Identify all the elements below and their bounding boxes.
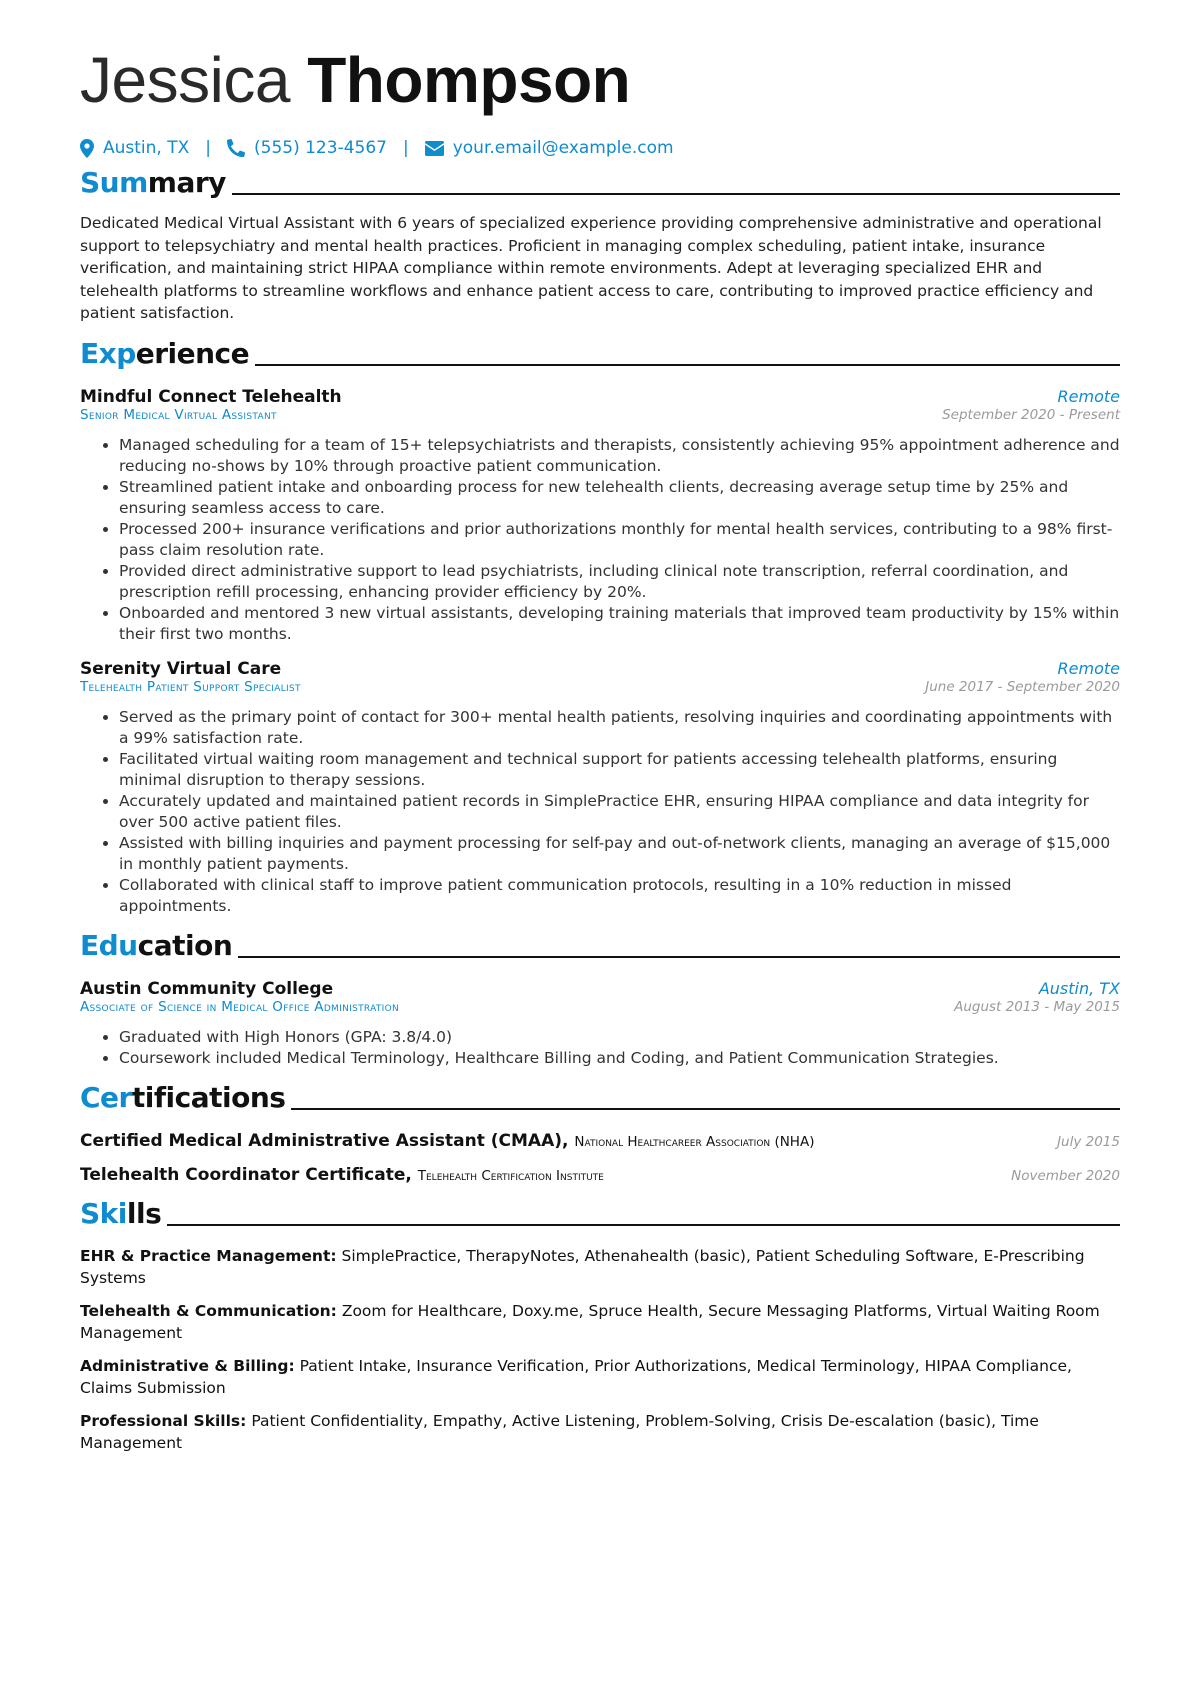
skill-value: Patient Intake, Insurance Verification, Prior Authorizations, Medical Terminology, HIPAA Compliance, Claims Submission [80,1356,1072,1397]
cert-issuer: National Healthcareer Association (NHA) [574,1133,815,1150]
skill-value: Zoom for Healthcare, Doxy.me, Spruce Health, Secure Messaging Platforms, Virtual Waiting Room Management [80,1301,1100,1342]
skill-label: Administrative & Billing: [80,1356,295,1375]
contact-location [80,138,189,158]
job-dates: September 2020 - Present [942,406,1120,423]
contact-email[interactable] [425,138,674,158]
skill-label: Professional Skills: [80,1411,247,1430]
contact-separator: | [205,138,211,158]
skills-heading [80,1197,1120,1231]
education-entry [80,979,1120,1069]
phone-icon [227,139,245,157]
list-item: • Processed 200+ insurance verifications and prior authorizations monthly for mental health services, contributing to a 98% first-pass claim resolution rate. [119,519,1120,561]
contact-phone[interactable] [227,138,387,158]
location-text: Austin, TX [103,138,190,158]
phone-text: (555) 123-4567 [254,138,387,158]
degree-title: Associate of Science in Medical Office Administration [80,998,399,1015]
list-item: • Accurately updated and maintained patient records in SimplePractice EHR, ensuring HIPAA compliance and data integrity for over 500 active patient files. [119,791,1120,833]
cert-date: November 2020 [1011,1167,1120,1184]
job-bullets [80,707,1120,917]
skill-row [80,1355,1120,1400]
skill-value: SimplePractice, TherapyNotes, Athenahealth (basic), Patient Scheduling Software, E-Prescribing Systems [80,1246,1085,1287]
section-rule [255,364,1120,366]
education-dates: August 2013 - May 2015 [954,998,1120,1015]
school-location: Austin, TX [1038,978,1120,998]
job-company: Serenity Virtual Care [80,658,282,679]
summary-heading [80,166,1120,200]
list-item: • Onboarded and mentored 3 new virtual assistants, developing training materials that improved team productivity by 15% within their first two months. [119,603,1120,645]
list-item: • Assisted with billing inquiries and payment processing for self-pay and out-of-network clients, managing an average of $15,000 in monthly patient payments. [119,833,1120,875]
section-title: Skills [80,1196,162,1230]
job-company: Mindful Connect Telehealth [80,386,342,407]
cert-issuer: Telehealth Certification Institute [417,1167,604,1184]
envelope-icon [425,141,444,156]
skill-label: EHR & Practice Management: [80,1246,337,1265]
job-dates: June 2017 - September 2020 [925,678,1120,695]
section-title: Certifications [80,1080,286,1114]
school-name: Austin Community College [80,978,334,999]
list-item: • Graduated with High Honors (GPA: 3.8/4.0) [119,1027,1120,1048]
map-marker-icon [80,139,94,158]
contact-separator: | [402,138,409,158]
skill-row [80,1410,1120,1455]
candidate-name [80,40,1120,120]
section-rule [232,193,1120,195]
cert-name: Certified Medical Administrative Assistant (CMAA) [80,1130,563,1151]
list-item: • Facilitated virtual waiting room management and technical support for patients accessing telehealth platforms, ensuring minimal disruption to therapy sessions. [119,749,1120,791]
job-title: Telehealth Patient Support Specialist [80,678,301,695]
section-rule [238,956,1120,958]
job-location: Remote [1057,386,1120,406]
first-name: Jessica [80,44,290,116]
summary-text: Dedicated Medical Virtual Assistant with 6 years of specialized experience providing comprehensive administrative and operational support to telepsychiatry and mental health practices. Proficient in managing complex scheduling, patient intake, insurance verification, and maintaining strict HIPAA compliance within remote environments. Adept at leveraging specialized EHR and telehealth platforms to streamline workflows and enhance patient access to care, contributing to improved practice efficiency and patient satisfaction. [80,214,1102,322]
skill-row [80,1245,1120,1290]
skill-label: Telehealth & Communication: [80,1301,337,1320]
education-bullets [80,1027,1120,1069]
section-title: Experience [80,336,250,370]
list-item: • Managed scheduling for a team of 15+ telepsychiatrists and therapists, consistently achieving 95% appointment adherence and reducing no-shows by 10% through proactive patient communication. [119,435,1120,477]
job-entry [80,659,1120,917]
skill-value: Patient Confidentiality, Empathy, Active Listening, Problem-Solving, Crisis De-escalation (basic), Time Management [80,1411,1039,1452]
contact-bar [80,138,1120,158]
section-rule [291,1108,1120,1110]
list-item: • Provided direct administrative support to lead psychiatrists, including clinical note transcription, referral coordination, and prescription refill processing, enhancing provider efficiency by 20%. [119,561,1120,603]
experience-heading [80,337,1120,371]
cert-name: Telehealth Coordinator Certificate [80,1164,406,1185]
certifications-heading [80,1081,1120,1115]
resume-page [80,40,1120,1455]
job-bullets [80,435,1120,645]
email-text: your.email@example.com [452,138,674,158]
skill-row [80,1300,1120,1345]
section-title: Education [80,928,233,962]
last-name: Thompson [307,44,631,116]
certification-item: Telehealth Coordinator Certificate, Telehealth Certification Institute November 2020 [80,1164,1120,1185]
certification-item: Certified Medical Administrative Assistant (CMAA), National Healthcareer Association (NHA) July 2015 [80,1130,1120,1151]
job-location: Remote [1057,658,1120,678]
list-item: • Collaborated with clinical staff to improve patient communication protocols, resulting in a 10% reduction in missed appointments. [119,875,1120,917]
education-heading [80,929,1120,963]
list-item: • Coursework included Medical Terminology, Healthcare Billing and Coding, and Patient Communication Strategies. [119,1048,1120,1069]
job-title: Senior Medical Virtual Assistant [80,406,277,423]
list-item: • Streamlined patient intake and onboarding process for new telehealth clients, decreasing average setup time by 25% and ensuring seamless access to care. [119,477,1120,519]
section-title: Summary [80,166,226,199]
section-rule [167,1224,1120,1226]
list-item: • Served as the primary point of contact for 300+ mental health patients, resolving inquiries and coordinating appointments with a 99% satisfaction rate. [119,707,1120,749]
job-entry [80,387,1120,645]
cert-date: July 2015 [1057,1133,1120,1150]
